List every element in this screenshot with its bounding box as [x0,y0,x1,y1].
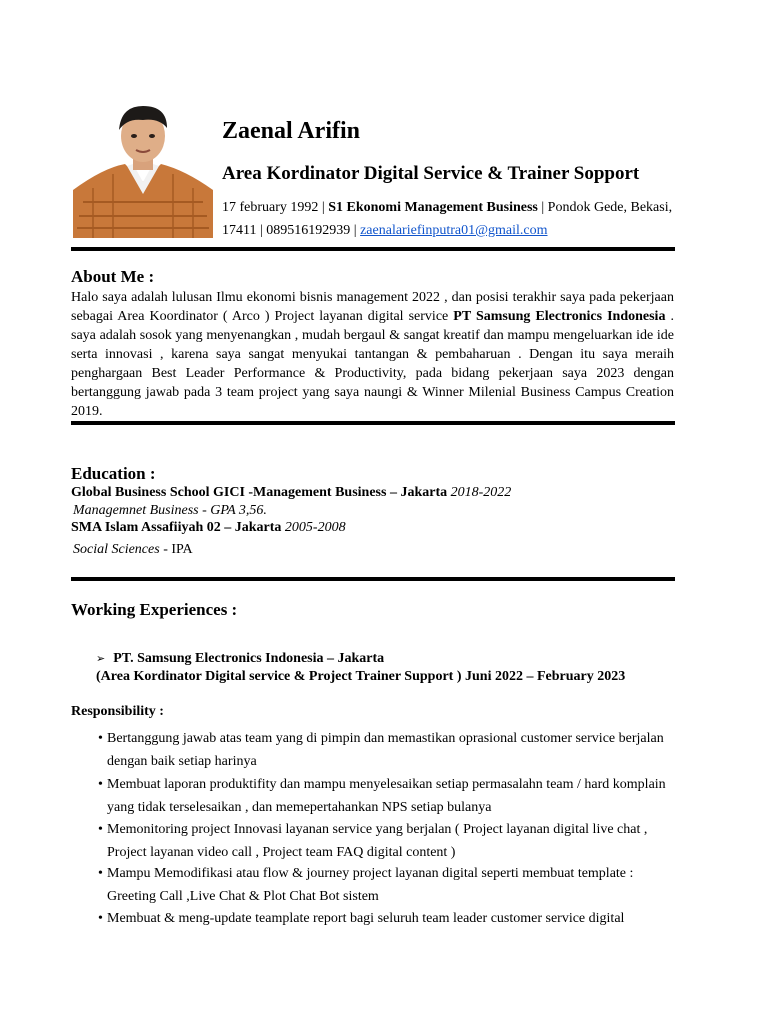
about-company: PT Samsung Electronics Indonesia [453,309,666,324]
experience-role: (Area Kordinator Digital service & Project Trainer Support ) Juni 2022 – February 2023 [96,669,626,684]
education-heading: Education : [71,464,156,483]
responsibility-text: Membuat laporan produktifity dan mampu menyelesaikan setiap permasalahn team / hard komplain yang tidak terselesaikan , dan memepertahankan NPS setiap bulanya [107,777,666,815]
list-item [98,908,678,931]
responsibility-text: Membuat & meng-update teamplate report bagi seluruh team leader customer service digital [107,911,625,926]
education-school-1 [71,485,511,501]
bullet-dot-icon: • [98,731,103,746]
experience-heading: Working Experiences : [71,600,238,619]
divider [71,421,675,425]
school-2-name: SMA Islam Assafiiyah 02 – Jakarta [71,520,282,535]
bullet-dot-icon: • [98,911,103,926]
list-item [98,728,678,773]
bullet-dot-icon: • [98,866,103,881]
location: | Pondok Gede, Bekasi, [537,200,673,215]
list-item [98,819,678,864]
responsibility-text: Mampu Memodifikasi atau flow & journey project layanan digital seperti membuat template : Greeting Call ,Live Chat & Plot Chat Bot sistem [107,866,634,904]
job-title: Area Kordinator Digital Service & Trainer Sopport [222,163,640,184]
list-item [98,863,678,908]
school-2-track: - IPA [159,542,193,557]
school-1-years: 2018-2022 [447,485,512,500]
list-item [98,774,678,819]
school-2-major-name: Social Sciences [73,542,160,557]
education-school-2 [71,520,346,536]
school-1-name: Global Business School GICI -Management Business – Jakarta [71,485,448,500]
school-2-years: 2005-2008 [281,520,346,535]
divider [71,247,675,251]
postal-phone: 17411 | 089516192939 | [222,223,361,238]
school-2-major [73,542,193,558]
about-text-part-2: . saya adalah sosok yang menyenangkan , mudah bergaul & sangat kreatif dan mampu mengeluarkan ide ide serta innovasi , karena saya sangat menyukai tantangan & pembaharuan . Dengan itu saya meraih penghargaan Best Leader Performance & Productivity, pada bidang pekerjaan saya 2023 dengan bertanggung jawab pada 3 team project yang saya naungi & Winner Milenial Business Campus Creation 2019. [71,309,674,419]
degree: S1 Ekonomi Management Business [328,200,538,215]
birth-date: 17 february 1992 | [222,200,329,215]
about-text [71,288,674,421]
arrow-bullet-icon: ➢ [96,653,106,665]
about-heading: About Me : [71,267,155,286]
responsibility-heading: Responsibility : [71,704,164,719]
bullet-dot-icon: • [98,777,103,792]
school-1-major: Managemnet Business - GPA 3,56. [73,503,267,518]
contact-info [222,196,674,242]
responsibility-text: Memonitoring project Innovasi layanan service yang berjalan ( Project layanan digital live chat , Project layanan video call , Project team FAQ digital content ) [107,822,648,860]
person-name: Zaenal Arifin [222,118,361,144]
experience-company: PT. Samsung Electronics Indonesia – Jakarta [113,651,385,666]
profile-photo [73,98,213,238]
bullet-dot-icon: • [98,822,103,837]
divider [71,577,675,581]
about-text-part-1: Halo saya adalah lulusan Ilmu ekonomi bisnis management 2022 , dan posisi terakhir saya pada pekerjaan sebagai Area Koordinator ( Arco ) Project layanan digital service [71,290,674,324]
experience-company-row [96,651,384,667]
responsibility-text: Bertanggung jawab atas team yang di pimpin dan memastikan oprasional customer service berjalan dengan baik setiap harinya [107,731,664,769]
email-link[interactable]: zaenalariefinputra01@gmail.com [360,223,548,238]
